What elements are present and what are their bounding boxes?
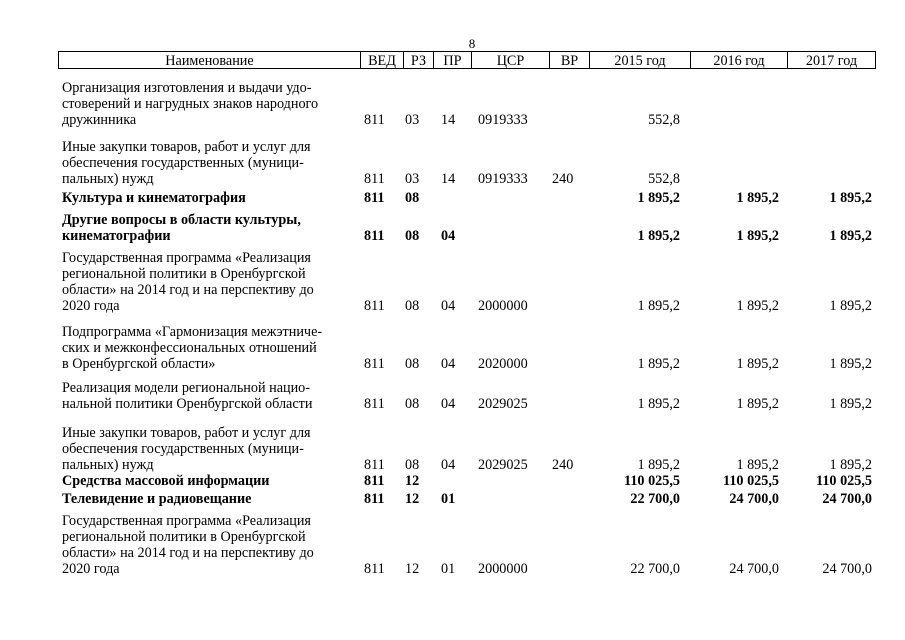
header-2015: 2015 год <box>589 52 690 69</box>
row-name-line: обеспечения государственных (муници- <box>62 441 304 457</box>
row-pr: 01 <box>441 491 456 507</box>
row-2016: 110 025,5 <box>723 473 779 489</box>
row-2015: 552,8 <box>648 171 680 187</box>
row-csr: 2020000 <box>478 356 528 372</box>
row-csr: 0919333 <box>478 112 528 128</box>
table-row <box>0 80 905 128</box>
row-name-line: области» на 2014 год и на перспективу до <box>62 282 314 298</box>
row-name-line: области» на 2014 год и на перспективу до <box>62 545 314 561</box>
row-rz: 08 <box>405 356 420 372</box>
row-2017: 1 895,2 <box>829 190 872 206</box>
row-name-line: 2020 года <box>62 298 120 314</box>
row-name-line: Подпрограмма «Гармонизация межэтниче- <box>62 324 323 340</box>
row-csr: 2029025 <box>478 457 528 473</box>
header-vr: ВР <box>549 52 589 69</box>
row-name <box>62 212 352 244</box>
row-name-line: Иные закупки товаров, работ и услуг для <box>62 425 311 441</box>
row-rz: 12 <box>405 473 420 489</box>
row-ved: 811 <box>364 561 385 577</box>
row-name-line: в Оренбургской области» <box>62 356 216 372</box>
row-name <box>62 139 352 187</box>
row-ved: 811 <box>364 491 385 507</box>
row-ved: 811 <box>364 171 385 187</box>
header-name: Наименование <box>165 53 254 69</box>
table-header <box>58 51 876 69</box>
row-2017: 1 895,2 <box>829 356 872 372</box>
row-vr: 240 <box>552 457 574 473</box>
row-name-line: кинематографии <box>62 228 171 244</box>
row-name <box>62 473 352 489</box>
row-2015: 22 700,0 <box>630 491 680 507</box>
header-pr: ПР <box>433 52 471 69</box>
row-ved: 811 <box>364 473 385 489</box>
row-ved: 811 <box>364 396 385 412</box>
row-2015: 1 895,2 <box>637 457 680 473</box>
row-rz: 12 <box>405 561 420 577</box>
row-2015: 110 025,5 <box>624 473 680 489</box>
row-2016: 1 895,2 <box>736 396 779 412</box>
table-row <box>0 513 905 577</box>
row-2016: 1 895,2 <box>736 190 779 206</box>
row-ved: 811 <box>364 228 385 244</box>
row-name <box>62 324 352 372</box>
row-pr: 04 <box>441 396 456 412</box>
row-name-line: Реализация модели региональной нацио- <box>62 380 311 396</box>
table-row <box>0 324 905 372</box>
table-row <box>0 473 905 489</box>
row-2015: 22 700,0 <box>630 561 680 577</box>
row-name-line: Государственная программа «Реализация <box>62 513 311 529</box>
row-2017: 1 895,2 <box>829 396 872 412</box>
row-name-line: Другие вопросы в области культуры, <box>62 212 301 228</box>
row-name <box>62 190 352 206</box>
row-2017: 1 895,2 <box>829 457 872 473</box>
header-ved: ВЕД <box>360 52 403 69</box>
row-name-line: нальной политики Оренбургской области <box>62 396 313 412</box>
table-row <box>0 190 905 206</box>
row-name-line: 2020 года <box>62 561 120 577</box>
row-2015: 1 895,2 <box>637 298 680 314</box>
row-vr: 240 <box>552 171 574 187</box>
row-rz: 12 <box>405 491 420 507</box>
row-name-line: пальных) нужд <box>62 171 154 187</box>
row-2017: 1 895,2 <box>829 298 872 314</box>
row-2016: 1 895,2 <box>736 298 779 314</box>
row-pr: 01 <box>441 561 456 577</box>
row-name-line: Культура и кинематография <box>62 190 246 206</box>
table-row <box>0 139 905 187</box>
row-name <box>62 425 352 473</box>
row-2016: 24 700,0 <box>729 561 779 577</box>
row-2017: 24 700,0 <box>822 561 872 577</box>
row-csr: 2000000 <box>478 298 528 314</box>
row-2016: 24 700,0 <box>729 491 779 507</box>
row-name-line: обеспечения государственных (муници- <box>62 155 304 171</box>
row-2016: 1 895,2 <box>736 228 779 244</box>
row-name-line: региональной политики в Оренбургской <box>62 266 306 282</box>
row-rz: 03 <box>405 112 420 128</box>
header-2017: 2017 год <box>787 52 875 69</box>
row-name-line: Государственная программа «Реализация <box>62 250 311 266</box>
table-row <box>0 491 905 507</box>
row-name <box>62 250 352 314</box>
page-number: 8 <box>468 36 476 51</box>
row-2016: 1 895,2 <box>736 457 779 473</box>
row-name <box>62 380 352 412</box>
row-ved: 811 <box>364 190 385 206</box>
table-row <box>0 380 905 412</box>
row-pr: 14 <box>441 171 456 187</box>
row-name-line: стоверений и нагрудных знаков народного <box>62 96 319 112</box>
row-rz: 08 <box>405 228 420 244</box>
row-name-line: Иные закупки товаров, работ и услуг для <box>62 139 311 155</box>
row-ved: 811 <box>364 112 385 128</box>
row-name-line: Организация изготовления и выдачи удо- <box>62 80 312 96</box>
table-row <box>0 212 905 244</box>
row-2015: 552,8 <box>648 112 680 128</box>
row-name-line: региональной политики в Оренбургской <box>62 529 306 545</box>
row-2015: 1 895,2 <box>637 356 680 372</box>
row-2015: 1 895,2 <box>637 396 680 412</box>
row-name <box>62 491 352 507</box>
row-name-line: ских и межконфессиональных отношений <box>62 340 317 356</box>
row-rz: 08 <box>405 396 420 412</box>
row-csr: 2029025 <box>478 396 528 412</box>
row-pr: 14 <box>441 112 456 128</box>
row-2017: 1 895,2 <box>829 228 872 244</box>
row-pr: 04 <box>441 298 456 314</box>
row-name <box>62 513 352 577</box>
row-name-line: Средства массовой информации <box>62 473 270 489</box>
table-row <box>0 250 905 314</box>
row-2016: 1 895,2 <box>736 356 779 372</box>
row-ved: 811 <box>364 457 385 473</box>
row-pr: 04 <box>441 228 456 244</box>
row-name-line: Телевидение и радиовещание <box>62 491 252 507</box>
row-ved: 811 <box>364 356 385 372</box>
row-rz: 08 <box>405 457 420 473</box>
row-rz: 08 <box>405 298 420 314</box>
row-ved: 811 <box>364 298 385 314</box>
row-csr: 0919333 <box>478 171 528 187</box>
row-pr: 04 <box>441 356 456 372</box>
header-csr: ЦСР <box>471 52 549 69</box>
row-name-line: дружинника <box>62 112 137 128</box>
row-csr: 2000000 <box>478 561 528 577</box>
row-name <box>62 80 352 128</box>
row-2017: 24 700,0 <box>822 491 872 507</box>
table-row <box>0 425 905 473</box>
row-2015: 1 895,2 <box>637 190 680 206</box>
row-2015: 1 895,2 <box>637 228 680 244</box>
row-rz: 03 <box>405 171 420 187</box>
header-2016: 2016 год <box>690 52 787 69</box>
row-2017: 110 025,5 <box>816 473 872 489</box>
row-name-line: пальных) нужд <box>62 457 154 473</box>
row-rz: 08 <box>405 190 420 206</box>
header-rz: РЗ <box>403 52 433 69</box>
row-pr: 04 <box>441 457 456 473</box>
